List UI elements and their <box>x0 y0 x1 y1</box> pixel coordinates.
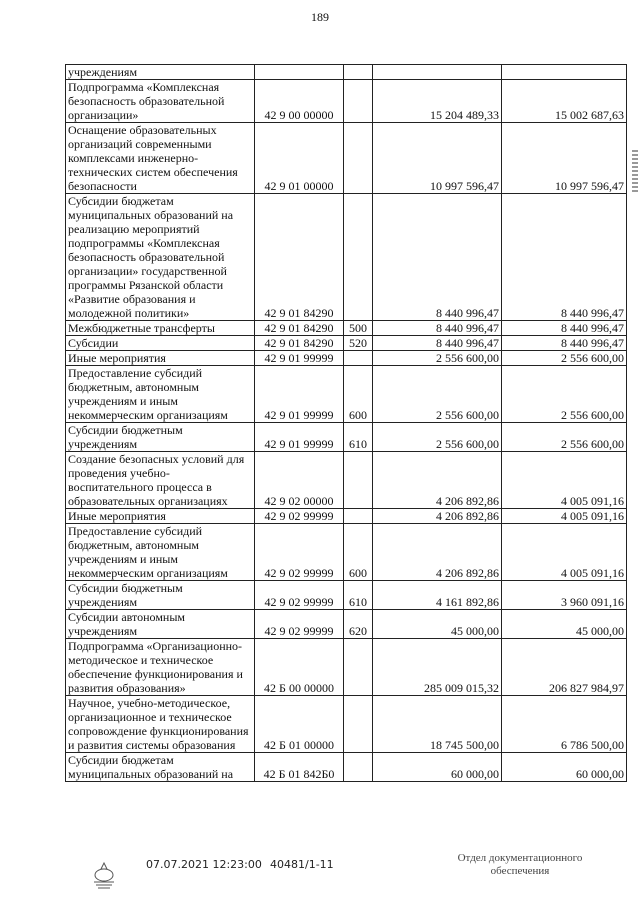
row-code-cell: 42 9 02 99999 <box>255 524 344 581</box>
emblem-icon <box>88 860 120 892</box>
row-sum1-cell: 4 206 892,86 <box>373 524 502 581</box>
table-row <box>66 80 627 123</box>
row-name-cell: Подпрограмма «Комплексная безопасность образовательной организации» <box>66 80 255 123</box>
row-sum2-cell <box>502 65 627 80</box>
row-vr-cell <box>344 696 373 753</box>
row-vr-cell <box>344 80 373 123</box>
row-sum2-cell: 10 997 596,47 <box>502 123 627 194</box>
row-sum1-cell: 8 440 996,47 <box>373 321 502 336</box>
row-code-cell: 42 9 00 00000 <box>255 80 344 123</box>
row-sum1-cell: 2 556 600,00 <box>373 351 502 366</box>
row-sum1-cell: 4 206 892,86 <box>373 452 502 509</box>
row-sum1-cell: 60 000,00 <box>373 753 502 782</box>
row-name-cell: Субсидии бюджетам муниципальных образований на реализацию мероприятий подпрограммы «Комплексная безопасность образовательной организации» государственной программы Рязанской области «Развитие образования и молодежной политики» <box>66 194 255 321</box>
row-sum1-cell: 4 161 892,86 <box>373 581 502 610</box>
row-vr-cell <box>344 639 373 696</box>
row-name-cell: Иные мероприятия <box>66 509 255 524</box>
page-number: 189 <box>311 10 329 24</box>
row-sum2-cell: 2 556 600,00 <box>502 366 627 423</box>
row-vr-cell <box>344 753 373 782</box>
row-sum1-cell: 18 745 500,00 <box>373 696 502 753</box>
row-sum1-cell: 2 556 600,00 <box>373 423 502 452</box>
row-vr-cell: 520 <box>344 336 373 351</box>
row-sum1-cell: 10 997 596,47 <box>373 123 502 194</box>
table-row <box>66 366 627 423</box>
row-sum2-cell: 6 786 500,00 <box>502 696 627 753</box>
row-vr-cell: 620 <box>344 610 373 639</box>
table-row <box>66 65 627 80</box>
row-sum1-cell: 8 440 996,47 <box>373 336 502 351</box>
row-name-cell: Субсидии бюджетам муниципальных образований на <box>66 753 255 782</box>
row-code-cell: 42 Б 00 00000 <box>255 639 344 696</box>
row-code-cell: 42 9 01 84290 <box>255 321 344 336</box>
row-sum2-cell: 3 960 091,16 <box>502 581 627 610</box>
row-sum2-cell: 8 440 996,47 <box>502 194 627 321</box>
row-sum2-cell: 2 556 600,00 <box>502 351 627 366</box>
table-row <box>66 610 627 639</box>
footer-doc-number: 40481/1-11 <box>270 858 334 871</box>
row-sum2-cell: 8 440 996,47 <box>502 336 627 351</box>
row-vr-cell: 600 <box>344 524 373 581</box>
row-name-cell: Субсидии бюджетным учреждениям <box>66 423 255 452</box>
row-sum2-cell: 45 000,00 <box>502 610 627 639</box>
row-name-cell: Межбюджетные трансферты <box>66 321 255 336</box>
row-sum2-cell: 206 827 984,97 <box>502 639 627 696</box>
row-vr-cell: 610 <box>344 423 373 452</box>
row-vr-cell <box>344 351 373 366</box>
row-name-cell: Оснащение образовательных организаций современными комплексами инженерно-технических систем обеспечения безопасности <box>66 123 255 194</box>
row-code-cell: 42 9 02 99999 <box>255 610 344 639</box>
table-row <box>66 639 627 696</box>
row-name-cell: Предоставление субсидий бюджетным, автономным учреждениям и иным некоммерческим организациям <box>66 524 255 581</box>
row-sum1-cell: 8 440 996,47 <box>373 194 502 321</box>
row-sum1-cell: 15 204 489,33 <box>373 80 502 123</box>
row-sum2-cell: 15 002 687,63 <box>502 80 627 123</box>
row-vr-cell: 500 <box>344 321 373 336</box>
row-sum2-cell: 4 005 091,16 <box>502 509 627 524</box>
row-name-cell: Научное, учебно-методическое, организационное и техническое сопровождение функционирования и развития системы образования <box>66 696 255 753</box>
row-sum2-cell: 60 000,00 <box>502 753 627 782</box>
table-row <box>66 336 627 351</box>
row-code-cell: 42 9 02 99999 <box>255 581 344 610</box>
page-footer <box>0 850 640 905</box>
row-vr-cell <box>344 452 373 509</box>
row-sum2-cell: 8 440 996,47 <box>502 321 627 336</box>
scan-edge-mark <box>632 150 638 194</box>
table-row <box>66 351 627 366</box>
footer-datetime: 07.07.2021 12:23:00 <box>146 858 262 871</box>
row-sum1-cell: 285 009 015,32 <box>373 639 502 696</box>
row-code-cell: 42 9 01 84290 <box>255 194 344 321</box>
row-name-cell: Субсидии бюджетным учреждениям <box>66 581 255 610</box>
stamp-line-1: Отдел документационного <box>457 852 583 864</box>
table-row <box>66 423 627 452</box>
row-code-cell: 42 9 01 99999 <box>255 351 344 366</box>
row-name-cell: Субсидии автономным учреждениям <box>66 610 255 639</box>
row-sum1-cell: 45 000,00 <box>373 610 502 639</box>
row-vr-cell <box>344 509 373 524</box>
row-vr-cell: 610 <box>344 581 373 610</box>
row-sum1-cell: 2 556 600,00 <box>373 366 502 423</box>
row-vr-cell: 600 <box>344 366 373 423</box>
row-code-cell <box>255 65 344 80</box>
table-row <box>66 452 627 509</box>
table-row <box>66 581 627 610</box>
row-code-cell: 42 Б 01 842Б0 <box>255 753 344 782</box>
row-sum1-cell <box>373 65 502 80</box>
row-code-cell: 42 9 02 99999 <box>255 509 344 524</box>
table-row <box>66 194 627 321</box>
row-code-cell: 42 Б 01 00000 <box>255 696 344 753</box>
table-row <box>66 524 627 581</box>
stamp-line-2: обеспечения <box>490 865 550 877</box>
row-name-cell: Субсидии <box>66 336 255 351</box>
row-name-cell: Создание безопасных условий для проведения учебно-воспитательного процесса в образовательных организациях <box>66 452 255 509</box>
row-name-cell: учреждениям <box>66 65 255 80</box>
row-name-cell: Предоставление субсидий бюджетным, автономным учреждениям и иным некоммерческим организациям <box>66 366 255 423</box>
row-sum1-cell: 4 206 892,86 <box>373 509 502 524</box>
table-row <box>66 509 627 524</box>
row-code-cell: 42 9 01 99999 <box>255 423 344 452</box>
table-row <box>66 123 627 194</box>
row-vr-cell <box>344 123 373 194</box>
department-stamp <box>440 852 600 878</box>
row-sum2-cell: 4 005 091,16 <box>502 452 627 509</box>
row-code-cell: 42 9 01 84290 <box>255 336 344 351</box>
table-row <box>66 753 627 782</box>
row-vr-cell <box>344 194 373 321</box>
table-row <box>66 696 627 753</box>
row-code-cell: 42 9 02 00000 <box>255 452 344 509</box>
row-vr-cell <box>344 65 373 80</box>
row-sum2-cell: 2 556 600,00 <box>502 423 627 452</box>
row-sum2-cell: 4 005 091,16 <box>502 524 627 581</box>
row-name-cell: Иные мероприятия <box>66 351 255 366</box>
row-name-cell: Подпрограмма «Организационно-методическое и техническое обеспечение функционирования и развития образования» <box>66 639 255 696</box>
row-code-cell: 42 9 01 99999 <box>255 366 344 423</box>
budget-table <box>65 64 627 782</box>
table-row <box>66 321 627 336</box>
row-code-cell: 42 9 01 00000 <box>255 123 344 194</box>
